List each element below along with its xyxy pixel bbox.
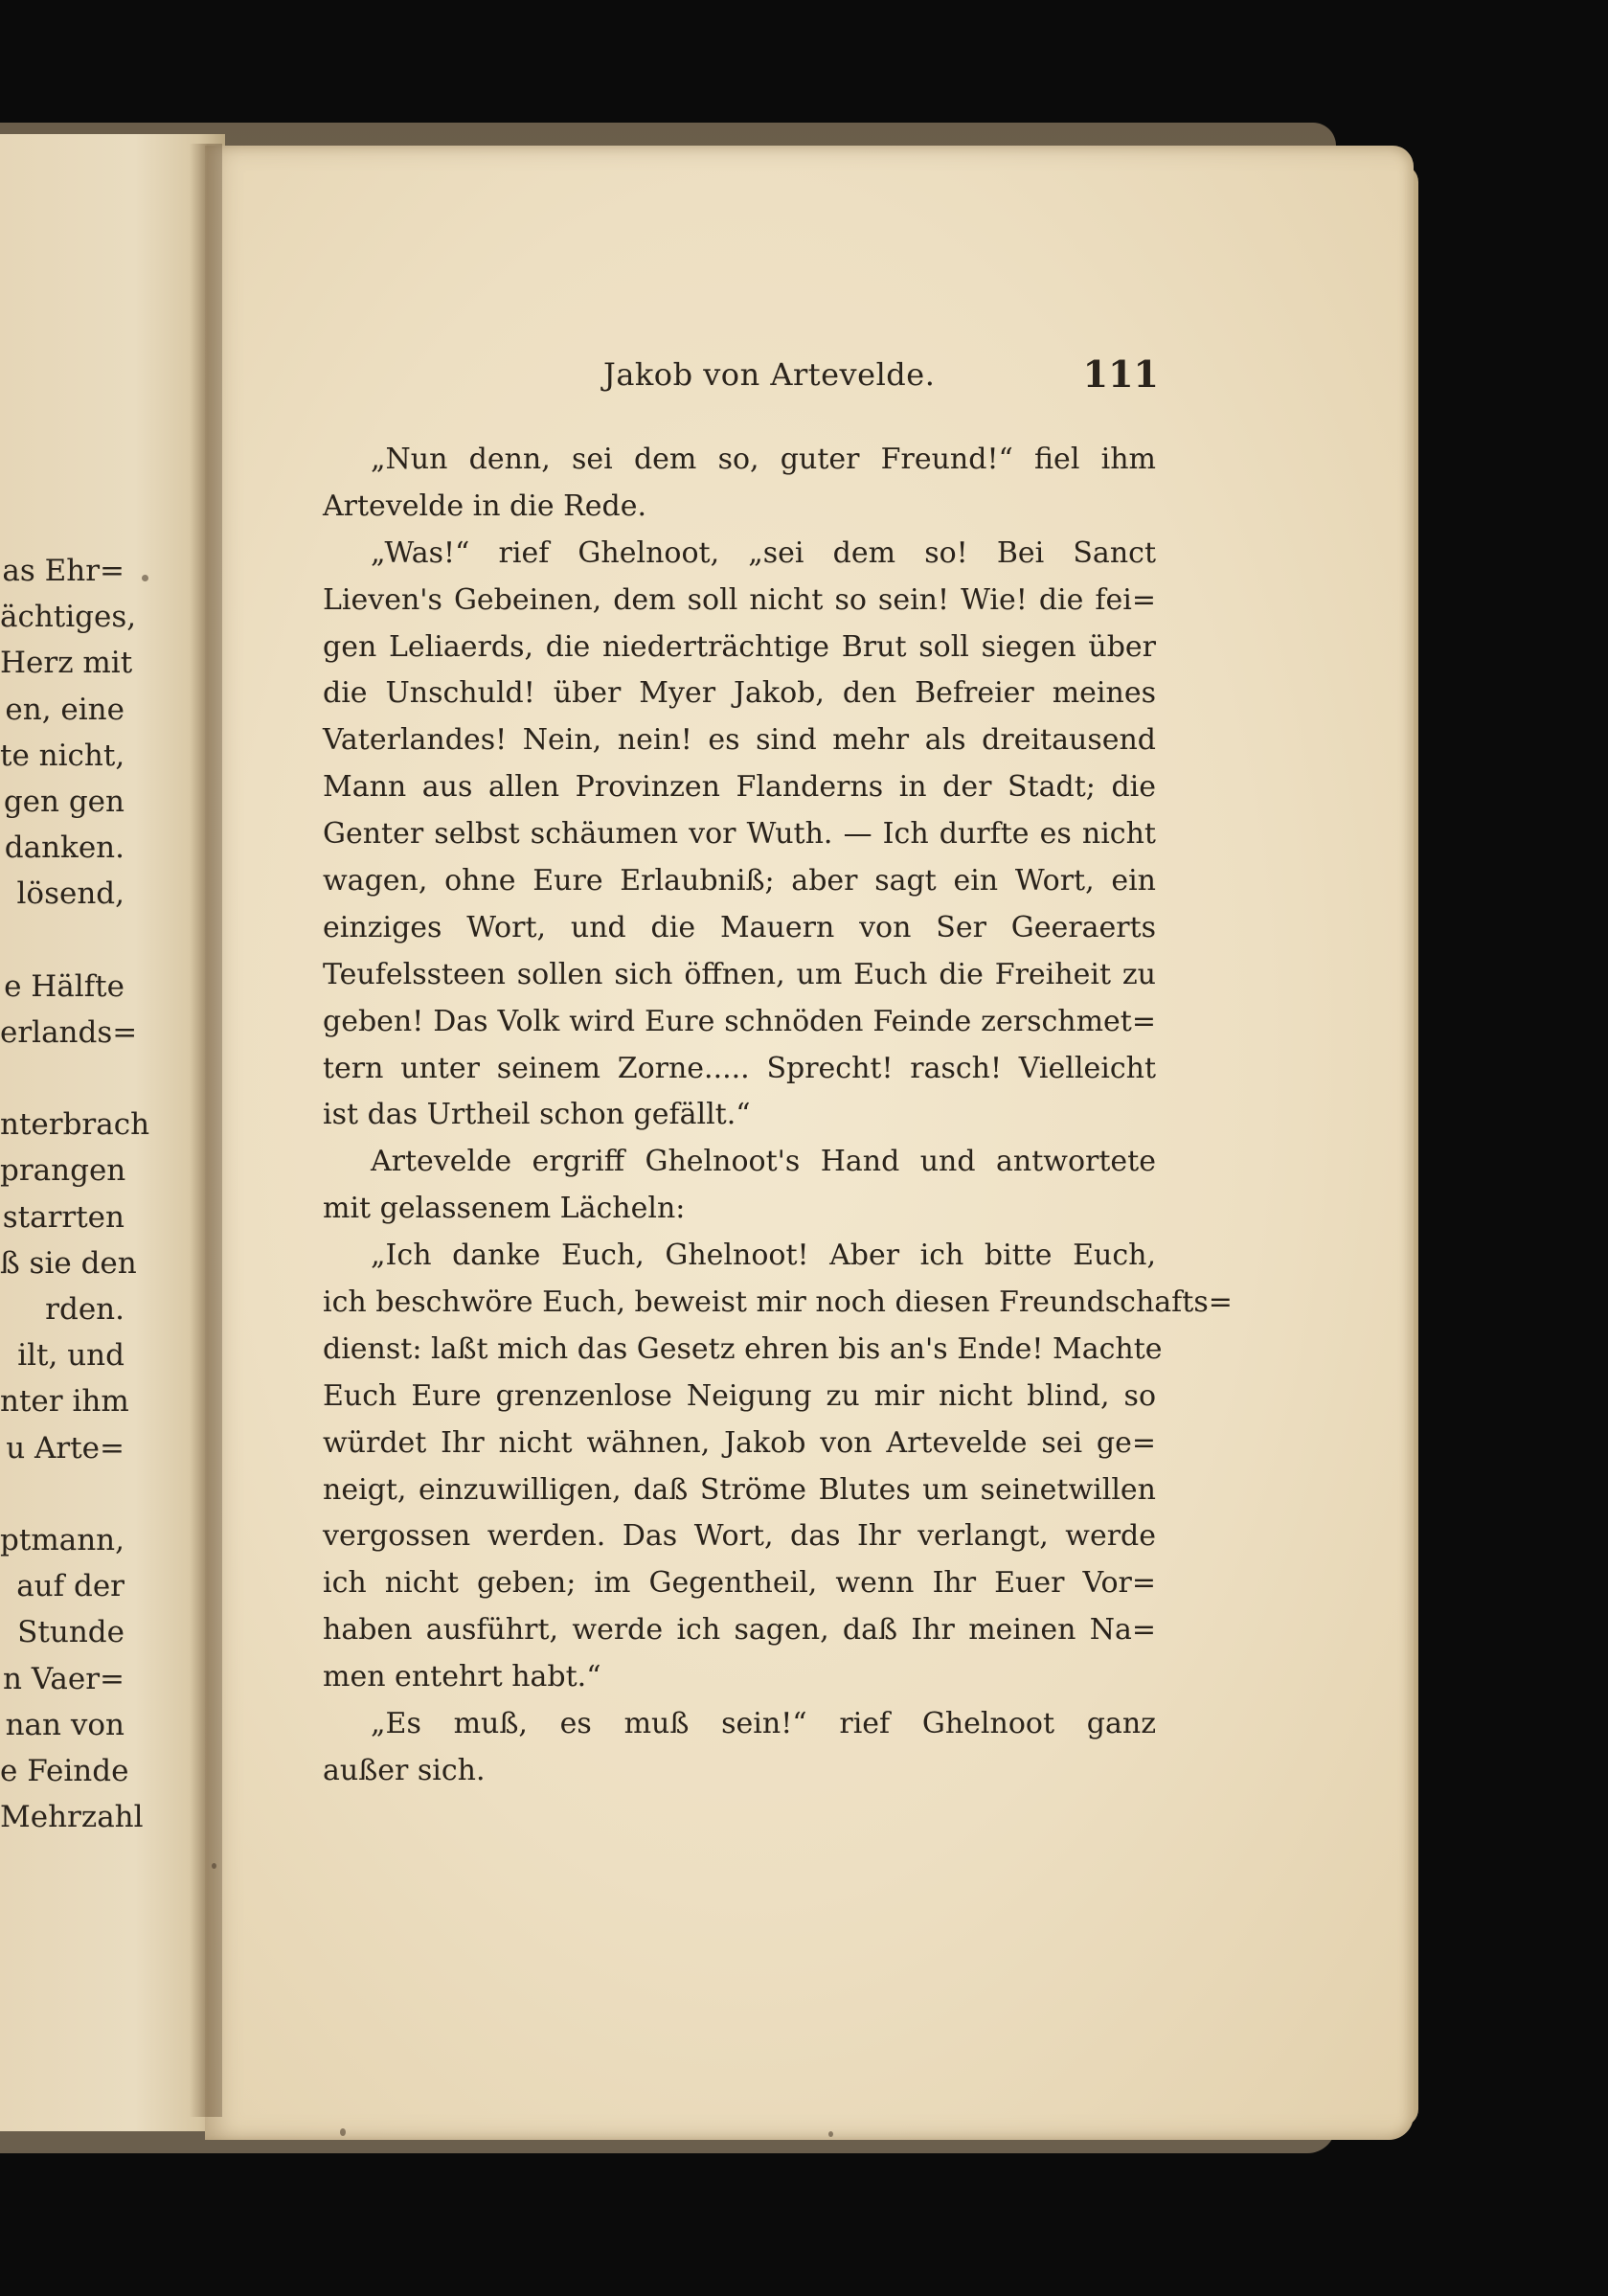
text-line: die Unschuld! über Myer Jakob, den Befreier meines: [323, 676, 1156, 711]
page-number: 111: [1082, 352, 1159, 396]
book-gutter: [190, 144, 222, 2117]
left-line: ptmann,: [0, 1522, 125, 1557]
left-line: erlands=: [0, 1014, 138, 1050]
left-line: nter ihm: [0, 1384, 129, 1420]
left-line: lösend,: [16, 876, 125, 912]
text-line: Vaterlandes! Nein, nein! es sind mehr als dreitausend: [323, 723, 1156, 758]
text-line: Artevelde in die Rede.: [323, 489, 646, 523]
left-line: ächtiges,: [0, 600, 137, 635]
left-line: n Vaer=: [3, 1661, 125, 1696]
left-line: [0, 1471, 125, 1517]
left-page-text: [0, 548, 150, 1840]
paper-spot: [828, 2131, 833, 2137]
text-line: „Es muß, es muß sein!“ rief Ghelnoot ganz: [371, 1707, 1156, 1741]
text-line: Teufelssteen sollen sich öffnen, um Euch die Freiheit zu: [323, 957, 1156, 991]
text-line: ich nicht geben; im Gegentheil, wenn Ihr Euer Vor=: [323, 1566, 1156, 1601]
text-line: gen Leliaerds, die niederträchtige Brut soll siegen über: [323, 629, 1156, 664]
text-line: geben! Das Volk wird Eure schnöden Feinde zerschmet=: [323, 1004, 1156, 1038]
left-line: gen gen: [3, 784, 125, 819]
left-line: Herz mit: [0, 646, 133, 681]
text-line: tern unter seinem Zorne..... Sprecht! rasch! Vielleicht: [323, 1051, 1156, 1085]
text-line: dienst: laßt mich das Gesetz ehren bis an's Ende! Machte: [323, 1331, 1163, 1366]
text-line: ich beschwöre Euch, beweist mir noch diesen Freundschafts=: [323, 1285, 1233, 1320]
text-line: einziges Wort, und die Mauern von Ser Geeraerts: [323, 910, 1156, 944]
left-line: ß sie den: [0, 1245, 137, 1281]
left-line: en, eine: [5, 692, 125, 727]
left-line: e Hälfte: [4, 968, 125, 1004]
text-line: „Was!“ rief Ghelnoot, „sei dem so! Bei Sanct: [371, 535, 1156, 570]
text-line: wagen, ohne Eure Erlaubniß; aber sagt ein Wort, ein: [323, 864, 1156, 898]
text-line: Genter selbst schäumen vor Wuth. — Ich durfte es nicht: [323, 817, 1156, 852]
text-line: haben ausführt, werde ich sagen, daß Ihr meinen Na=: [323, 1613, 1156, 1648]
left-line: auf der: [16, 1569, 125, 1604]
paper-spot: [142, 575, 148, 581]
text-line: Artevelde ergriff Ghelnoot's Hand und antwortete: [371, 1145, 1156, 1179]
text-line: men entehrt habt.“: [323, 1660, 601, 1694]
left-line: Stunde: [17, 1615, 125, 1650]
left-line: Mehrzahl: [0, 1800, 144, 1835]
left-line: te nicht,: [0, 738, 125, 773]
left-line: [0, 1056, 125, 1102]
text-line: Mann aus allen Provinzen Flanderns in der Stadt; die: [323, 770, 1156, 805]
left-line: prangen: [0, 1153, 126, 1189]
text-line: würdet Ihr nicht wähnen, Jakob von Artevelde sei ge=: [323, 1425, 1156, 1460]
left-line: starrten: [2, 1199, 125, 1235]
left-line: danken.: [4, 830, 125, 866]
text-line: „Nun denn, sei dem so, guter Freund!“ fiel ihm: [371, 443, 1156, 476]
left-line: u Arte=: [6, 1430, 125, 1466]
left-line: nan von: [5, 1707, 125, 1742]
text-line: außer sich.: [323, 1753, 486, 1787]
text-line: neigt, einzuwilligen, daß Ströme Blutes um seinetwillen: [323, 1472, 1156, 1507]
text-line: mit gelassenem Lächeln:: [323, 1192, 686, 1226]
page-body-text: [323, 437, 1233, 1795]
left-line: as Ehr=: [2, 554, 125, 588]
text-line: vergossen werden. Das Wort, das Ihr verlangt, werde: [323, 1519, 1156, 1554]
left-line: e Feinde: [0, 1753, 129, 1788]
left-line: nterbrach: [0, 1107, 150, 1143]
left-line: rden.: [45, 1292, 125, 1327]
text-line: Euch Eure grenzenlose Neigung zu mir nicht blind, so: [323, 1378, 1156, 1413]
left-line: [0, 918, 125, 964]
running-head: [326, 352, 1159, 402]
running-title: Jakob von Artevelde.: [603, 356, 936, 393]
left-line: ilt, und: [17, 1338, 125, 1374]
paper-spot: [212, 1863, 216, 1869]
text-line: Lieven's Gebeinen, dem soll nicht so sein! Wie! die fei=: [323, 582, 1156, 617]
text-line: „Ich danke Euch, Ghelnoot! Aber ich bitte Euch,: [371, 1239, 1156, 1273]
text-line: ist das Urtheil schon gefällt.“: [323, 1098, 751, 1132]
paper-spot: [340, 2128, 346, 2136]
